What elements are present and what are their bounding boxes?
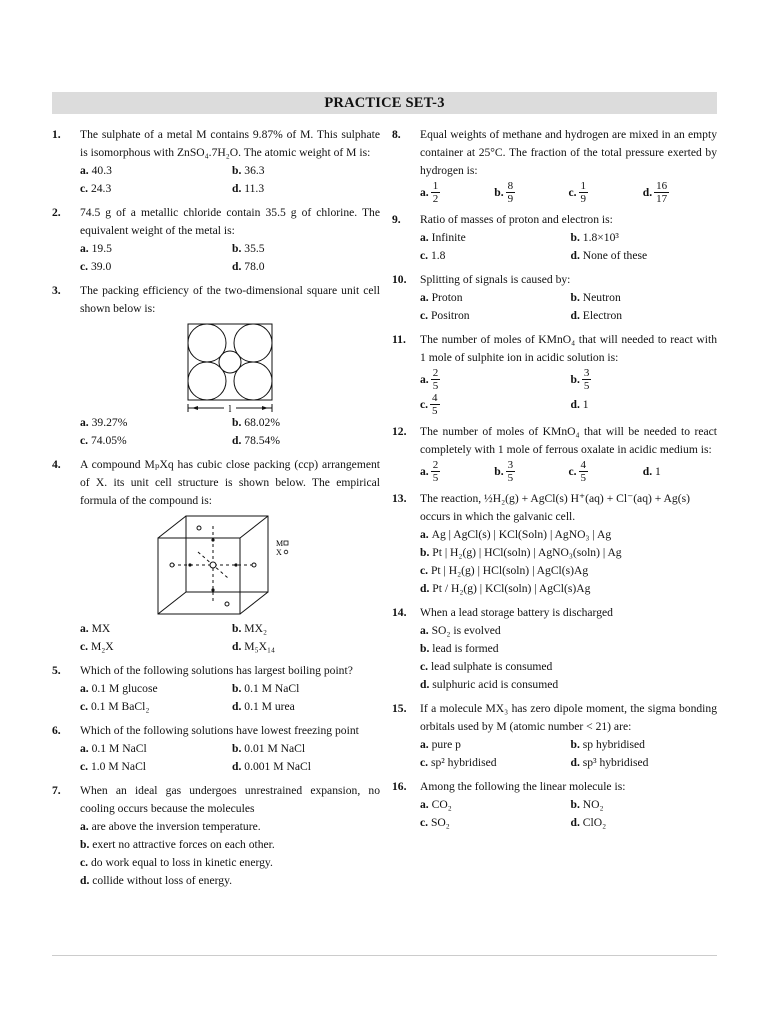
option-c: c. do work equal to loss in kinetic energy. <box>80 856 273 869</box>
option-c: c. 1.8 <box>420 249 446 262</box>
option-b: b. 0.1 M NaCl <box>232 682 300 695</box>
question-text: A compound MₚXq has cubic close packing (ccp) arrangement of X. its unit cell structure is shown below. The empirical formula of the compound is: <box>80 458 380 507</box>
question-1 <box>52 126 380 198</box>
option-b: b. lead is formed <box>420 642 499 655</box>
options <box>80 414 380 450</box>
options <box>80 740 380 776</box>
option-c: c. sp² hybridised <box>420 756 497 769</box>
option-b: b. Pt | H₂(g) | HCl(soln) | AgNO₃(soln) | Ag <box>420 546 622 559</box>
option-d: d. 1 <box>642 464 661 478</box>
option-d: d. M₅X₁₄ <box>232 640 276 653</box>
option-d: d. Pt / H₂(g) | KCl(soln) | AgCl(s)Ag <box>420 582 591 595</box>
options <box>420 289 717 325</box>
option-a: a. Proton <box>420 291 463 304</box>
options <box>80 162 380 198</box>
option-a: a. SO₂ is evolved <box>420 624 501 637</box>
option-d: d. sp³ hybridised <box>570 756 649 769</box>
question-number: 14. <box>392 606 407 619</box>
option-c: c. Positron <box>420 309 470 322</box>
option-a: a. $\frac{2}{5}$ <box>420 367 439 392</box>
question-text: Equal weights of methane and hydrogen are mixed in an empty container at 25°C. The fraction of the total pressure exerted by hydrogen is: <box>420 128 717 177</box>
option-a: a. pure p <box>420 738 461 751</box>
option-b: b. exert no attractive forces on each other. <box>80 838 275 851</box>
options <box>420 796 717 832</box>
option-d: d. 78.0 <box>232 260 265 273</box>
options <box>420 526 717 598</box>
option-c: c. 0.1 M BaCl₂ <box>80 700 150 713</box>
question-text: The number of moles of KMnO₄ that will needed to react with 1 mole of sulphite ion in acidic solution is: <box>420 333 717 364</box>
option-b: b. 35.5 <box>232 242 265 255</box>
question-text: When a lead storage battery is discharged <box>420 606 613 619</box>
option-a: a. Ag | AgCl(s) | KCl(Soln) | AgNO₃ | Ag <box>420 528 612 541</box>
option-d: d. Electron <box>570 309 623 322</box>
question-text: Which of the following solutions have lowest freezing point <box>80 724 359 737</box>
question-text: Among the following the linear molecule is: <box>420 780 626 793</box>
question-text: Ratio of masses of proton and electron is: <box>420 213 613 226</box>
question-text: When an ideal gas undergoes unrestrained expansion, no cooling occurs because the molecules <box>80 784 380 815</box>
options <box>80 818 380 890</box>
option-a: a. $\frac{2}{5}$ <box>420 459 439 484</box>
option-c: c. 1.0 M NaCl <box>80 760 147 773</box>
question-10 <box>392 271 717 325</box>
option-b: b. 1.8×10³ <box>570 231 619 244</box>
question-15 <box>392 700 717 772</box>
question-13 <box>392 490 717 598</box>
question-number: 3. <box>52 284 61 297</box>
option-d: d. 0.1 M urea <box>232 700 295 713</box>
question-text: Splitting of signals is caused by: <box>420 273 571 286</box>
question-number: 15. <box>392 702 407 715</box>
option-a: a. 0.1 M glucose <box>80 682 158 695</box>
options <box>420 180 717 205</box>
question-number: 9. <box>392 213 401 226</box>
option-a: a. CO₂ <box>420 798 452 811</box>
question-text: The sulphate of a metal M contains 9.87% of M. This sulphate is isomorphous with ZnSO₄.7H₂O. The atomic weight of M is: <box>80 128 380 159</box>
question-number: 2. <box>52 206 61 219</box>
option-b: b. $\frac{8}{9}$ <box>494 180 514 205</box>
options <box>420 367 717 417</box>
legend-m-label: M <box>276 539 284 548</box>
question-16 <box>392 778 717 832</box>
option-b: b. 0.01 M NaCl <box>232 742 306 755</box>
option-c: c. $\frac{4}{5}$ <box>568 459 587 484</box>
option-d: d. 1 <box>570 397 589 411</box>
option-d: d. sulphuric acid is consumed <box>420 678 559 691</box>
square-unit-cell-figure <box>80 318 380 414</box>
question-14 <box>392 604 717 694</box>
question-number: 16. <box>392 780 407 793</box>
page-title: PRACTICE SET-3 <box>52 92 717 114</box>
question-8 <box>392 126 717 205</box>
option-a: a. 0.1 M NaCl <box>80 742 147 755</box>
question-number: 1. <box>52 128 61 141</box>
question-text: 74.5 g of a metallic chloride contain 35.5 g of chlorine. The equivalent weight of the metal is: <box>80 206 380 237</box>
question-5 <box>52 662 380 716</box>
option-d: d. 78.54% <box>232 434 281 447</box>
option-a: a. 40.3 <box>80 164 112 177</box>
options <box>420 229 717 265</box>
question-text: The number of moles of KMnO₄ that will be needed to react completely with 1 mole of ferrous oxalate in acidic medium is: <box>420 425 717 456</box>
option-b: b. 36.3 <box>232 164 265 177</box>
question-number: 6. <box>52 724 61 737</box>
options <box>420 622 717 694</box>
option-a: a. MX <box>80 622 111 635</box>
option-c: c. 74.05% <box>80 434 127 447</box>
question-11 <box>392 331 717 417</box>
option-c: c. 39.0 <box>80 260 112 273</box>
question-6 <box>52 722 380 776</box>
options <box>80 680 380 716</box>
option-c: c. SO₂ <box>420 816 450 829</box>
question-4 <box>52 456 380 656</box>
option-b: b. NO₂ <box>570 798 604 811</box>
option-b: b. $\frac{3}{5}$ <box>494 459 514 484</box>
option-c: c. $\frac{1}{9}$ <box>568 180 587 205</box>
question-text: If a molecule MX₃ has zero dipole moment, the sigma bonding orbitals used by M (atomic number < 21) are: <box>420 702 717 733</box>
question-text: The reaction, ½H₂(g) + AgCl(s) H⁺(aq) + Cl⁻(aq) + Ag(s) <box>420 492 690 505</box>
left-column <box>52 126 380 896</box>
option-b: b. 68.02% <box>232 416 281 429</box>
option-a: a. 39.27% <box>80 416 128 429</box>
edge-length-label: l <box>228 404 232 414</box>
option-a: a. Infinite <box>420 231 466 244</box>
question-number: 7. <box>52 784 61 797</box>
right-column <box>392 126 717 838</box>
option-a: a. $\frac{1}{2}$ <box>420 180 439 205</box>
option-d: d. 11.3 <box>232 182 265 195</box>
question-number: 12. <box>392 425 407 438</box>
footer-divider <box>52 955 717 956</box>
options <box>420 736 717 772</box>
question-12 <box>392 423 717 484</box>
question-number: 5. <box>52 664 61 677</box>
question-text: Which of the following solutions has largest boiling point? <box>80 664 353 677</box>
ccp-unit-cell-figure <box>80 510 380 620</box>
question-number: 4. <box>52 458 61 471</box>
option-b: b. Neutron <box>570 291 621 304</box>
options <box>420 459 717 484</box>
question-text-cont: occurs in which the galvanic cell. <box>420 510 576 523</box>
option-d: d. None of these <box>570 249 648 262</box>
option-d: d. collide without loss of energy. <box>80 874 233 887</box>
question-9 <box>392 211 717 265</box>
question-text: The packing efficiency of the two-dimensional square unit cell shown below is: <box>80 284 380 315</box>
options <box>80 240 380 276</box>
question-number: 10. <box>392 273 407 286</box>
option-a: a. are above the inversion temperature. <box>80 820 261 833</box>
option-c: c. Pt | H₂(g) | HCl(soln) | AgCl(s)Ag <box>420 564 589 577</box>
question-3 <box>52 282 380 450</box>
option-b: b. $\frac{3}{5}$ <box>570 367 590 392</box>
option-c: c. lead sulphate is consumed <box>420 660 553 673</box>
option-b: b. sp hybridised <box>570 738 645 751</box>
option-b: b. MX₂ <box>232 622 267 635</box>
question-number: 11. <box>392 333 406 346</box>
option-c: c. $\frac{4}{5}$ <box>420 392 438 417</box>
legend-x-label: X <box>276 548 282 557</box>
option-c: c. 24.3 <box>80 182 112 195</box>
options <box>80 620 380 656</box>
question-7 <box>52 782 380 890</box>
option-a: a. 19.5 <box>80 242 112 255</box>
question-2 <box>52 204 380 276</box>
option-d: d. ClO₂ <box>570 816 607 829</box>
option-c: c. M₂X <box>80 640 114 653</box>
question-number: 13. <box>392 492 407 505</box>
question-number: 8. <box>392 128 401 141</box>
option-d: d. 0.001 M NaCl <box>232 760 311 773</box>
option-d: d. $\frac{16}{17}$ <box>642 180 668 205</box>
